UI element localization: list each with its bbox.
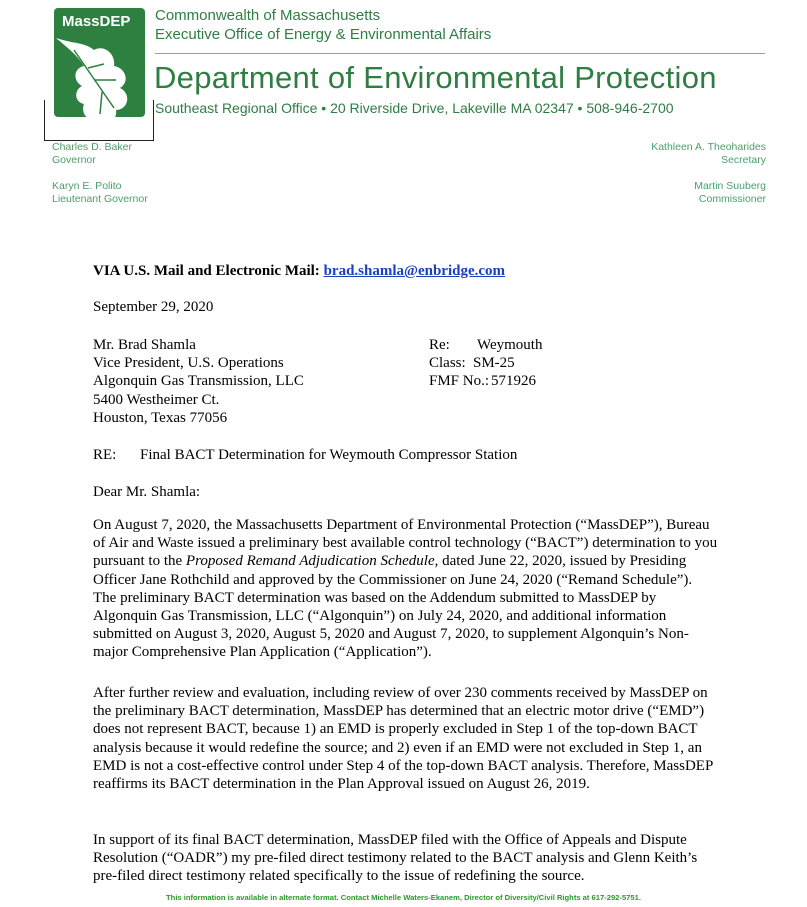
letter-date: September 29, 2020 xyxy=(93,299,214,315)
paragraph-2: After further review and evaluation, including review of over 230 comments received by MassDEP on the preliminary BACT determination, MassDEP has determined that an electric motor drive (“EMD”) does not represent BACT, because 1) an EMD is properly excluded in Step 1 of the top-down BACT analysis because it would redefine the source; and 2) even if an EMD were not excluded in Step 1, an EMD is not a cost-effective control under Step 4 of the top-down BACT analysis. Therefore, MassDEP reaffirms its BACT determination in the Plan Approval issued on August 26, 2019. xyxy=(93,685,713,793)
office-address: Southeast Regional Office • 20 Riverside Drive, Lakeville MA 02347 • 508-946-2700 xyxy=(155,100,674,116)
recipient-address: Mr. Brad Shamla Vice President, U.S. Operations Algonquin Gas Transmission, LLC 5400 Westheimer Ct. Houston, Texas 77056 xyxy=(93,337,304,426)
delivery-line: VIA U.S. Mail and Electronic Mail: brad.shamla@enbridge.com xyxy=(93,263,506,279)
official-left-2: Karyn E. Polito Lieutenant Governor xyxy=(52,180,148,205)
official-left-1: Charles D. Baker Governor xyxy=(52,141,132,166)
department-title: Department of Environmental Protection xyxy=(154,60,717,95)
header-divider xyxy=(155,53,765,54)
logo-text: MassDEP xyxy=(62,13,131,30)
paragraph-3: In support of its final BACT determination, MassDEP filed with the Office of Appeals and Dispute Resolution (“OADR”) my pre-filed direct testimony related to the BACT analysis and Glenn Keith’s pre-filed direct testimony related specifically to the issue of redefining the source. xyxy=(93,832,698,885)
reference-block: Re: Weymouth Class: SM-25 FMF No.: 571926 xyxy=(429,337,543,390)
footer-note: This information is available in alternate format. Contact Michelle Waters-Ekanem, Director of Diversity/Civil Rights at 617-292-5751. xyxy=(166,893,641,902)
official-right-1: Kathleen A. Theoharides Secretary xyxy=(651,141,766,166)
logo-frame xyxy=(44,100,154,141)
subject-line: RE: Final BACT Determination for Weymouth Compressor Station xyxy=(93,447,518,463)
email-link[interactable]: brad.shamla@enbridge.com xyxy=(323,263,506,279)
paragraph-1: On August 7, 2020, the Massachusetts Department of Environmental Protection (“MassDEP”), Bureau of Air and Waste issued a preliminary best available control technology (“BACT”) determination to you pursuant to the Proposed Remand Adjudication Schedule, dated June 22, 2020, issued by Presiding Officer Jane Rothchild and approved by the Commissioner on June 24, 2020 (“Remand Schedule”). The preliminary BACT determination was based on the Addendum submitted to MassDEP by Algonquin Gas Transmission, LLC (“Algonquin”) on July 24, 2020, and additional information submitted on August 3, 2020, August 5, 2020 and August 7, 2020, to supplement Algonquin’s Non-major Comprehensive Plan Application (“Application”). xyxy=(93,517,718,661)
salutation: Dear Mr. Shamla: xyxy=(93,484,201,500)
commonwealth-line: Commonwealth of Massachusetts xyxy=(155,7,381,24)
official-right-2: Martin Suuberg Commissioner xyxy=(694,180,766,205)
eoeea-line: Executive Office of Energy & Environmental Affairs xyxy=(155,26,492,43)
